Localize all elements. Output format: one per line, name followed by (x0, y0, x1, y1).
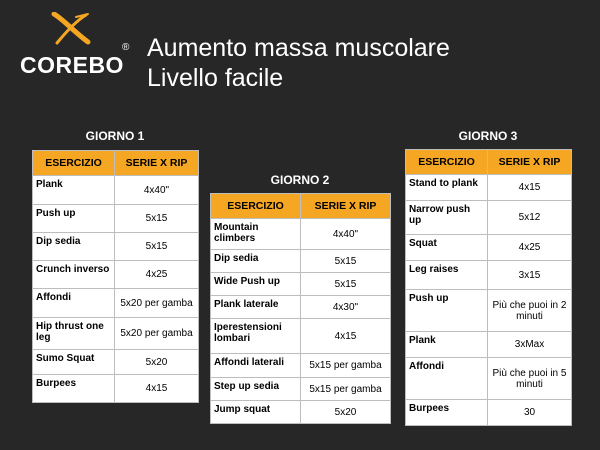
page-title (147, 33, 450, 93)
exercise-name: Dip sedia (33, 233, 115, 261)
sets-reps: 4x40" (301, 219, 391, 250)
table-header-row (211, 194, 391, 219)
header-sets-reps: SERIE X RIP (488, 150, 572, 175)
table-row (211, 296, 391, 319)
exercise-name: Sumo Squat (33, 350, 115, 375)
exercise-name: Push up (406, 290, 488, 332)
sets-reps: 4x40" (115, 176, 199, 205)
sets-reps: 4x15 (301, 319, 391, 354)
table-row (406, 261, 572, 290)
table-row (406, 201, 572, 235)
title-line-1: Aumento massa muscolare (147, 34, 450, 62)
exercise-name: Plank (33, 176, 115, 205)
registered-mark: ® (122, 42, 130, 53)
sets-reps: 30 (488, 400, 572, 426)
table-row (406, 175, 572, 201)
sets-reps: 5x20 (115, 350, 199, 375)
brand-logo (20, 12, 135, 78)
day-2-title: GIORNO 2 (270, 173, 330, 187)
exercise-name: Stand to plank (406, 175, 488, 201)
header-sets-reps: SERIE X RIP (301, 194, 391, 219)
day-1-title: GIORNO 1 (85, 129, 145, 143)
sets-reps: 3x15 (488, 261, 572, 290)
header-exercise: ESERCIZIO (33, 151, 115, 176)
day-2-table (210, 193, 391, 424)
table-header-row (33, 151, 199, 176)
day-1-table (32, 150, 199, 403)
table-header-row (406, 150, 572, 175)
corebo-x-icon (48, 12, 92, 46)
sets-reps: 5x20 per gamba (115, 289, 199, 318)
exercise-name: Iperestensioni lombari (211, 319, 301, 354)
header-exercise: ESERCIZIO (211, 194, 301, 219)
table-row (406, 290, 572, 332)
exercise-name: Leg raises (406, 261, 488, 290)
sets-reps: 4x15 (115, 375, 199, 403)
sets-reps: 4x25 (488, 235, 572, 261)
table-row (33, 350, 199, 375)
exercise-name: Squat (406, 235, 488, 261)
table-row (211, 354, 391, 378)
table-row (33, 261, 199, 289)
sets-reps: 5x15 per gamba (301, 378, 391, 401)
exercise-name: Plank (406, 332, 488, 358)
table-row (33, 318, 199, 350)
brand-name: COREBO (20, 52, 124, 78)
sets-reps: 5x15 (301, 273, 391, 296)
table-row (406, 332, 572, 358)
sets-reps: 3xMax (488, 332, 572, 358)
table-row (211, 219, 391, 250)
exercise-name: Dip sedia (211, 250, 301, 273)
table-row (211, 250, 391, 273)
sets-reps: 5x15 (301, 250, 391, 273)
table-row (33, 205, 199, 233)
sets-reps: 4x15 (488, 175, 572, 201)
exercise-name: Hip thrust one leg (33, 318, 115, 350)
table-row (211, 378, 391, 401)
table-row (406, 358, 572, 400)
sets-reps: 5x15 (115, 205, 199, 233)
sets-reps: 4x30" (301, 296, 391, 319)
exercise-name: Narrow push up (406, 201, 488, 235)
day-3-title: GIORNO 3 (458, 129, 518, 143)
exercise-name: Crunch inverso (33, 261, 115, 289)
table-row (33, 289, 199, 318)
exercise-name: Step up sedia (211, 378, 301, 401)
table-row (33, 375, 199, 403)
table-row (211, 273, 391, 296)
exercise-name: Affondi (406, 358, 488, 400)
exercise-name: Jump squat (211, 401, 301, 424)
header-exercise: ESERCIZIO (406, 150, 488, 175)
sets-reps: 5x15 (115, 233, 199, 261)
header-sets-reps: SERIE X RIP (115, 151, 199, 176)
sets-reps: 5x12 (488, 201, 572, 235)
table-row (33, 233, 199, 261)
table-row (406, 235, 572, 261)
table-row (33, 176, 199, 205)
sets-reps: 4x25 (115, 261, 199, 289)
exercise-name: Burpees (33, 375, 115, 403)
sets-reps: Più che puoi in 2 minuti (488, 290, 572, 332)
title-line-2: Livello facile (147, 64, 284, 92)
exercise-name: Affondi laterali (211, 354, 301, 378)
exercise-name: Affondi (33, 289, 115, 318)
exercise-name: Wide Push up (211, 273, 301, 296)
sets-reps: 5x20 per gamba (115, 318, 199, 350)
exercise-name: Burpees (406, 400, 488, 426)
table-row (406, 400, 572, 426)
sets-reps: 5x15 per gamba (301, 354, 391, 378)
table-row (211, 319, 391, 354)
sets-reps: 5x20 (301, 401, 391, 424)
exercise-name: Push up (33, 205, 115, 233)
exercise-name: Plank laterale (211, 296, 301, 319)
sets-reps: Più che puoi in 5 minuti (488, 358, 572, 400)
exercise-name: Mountain climbers (211, 219, 301, 250)
table-row (211, 401, 391, 424)
day-3-table (405, 149, 572, 426)
